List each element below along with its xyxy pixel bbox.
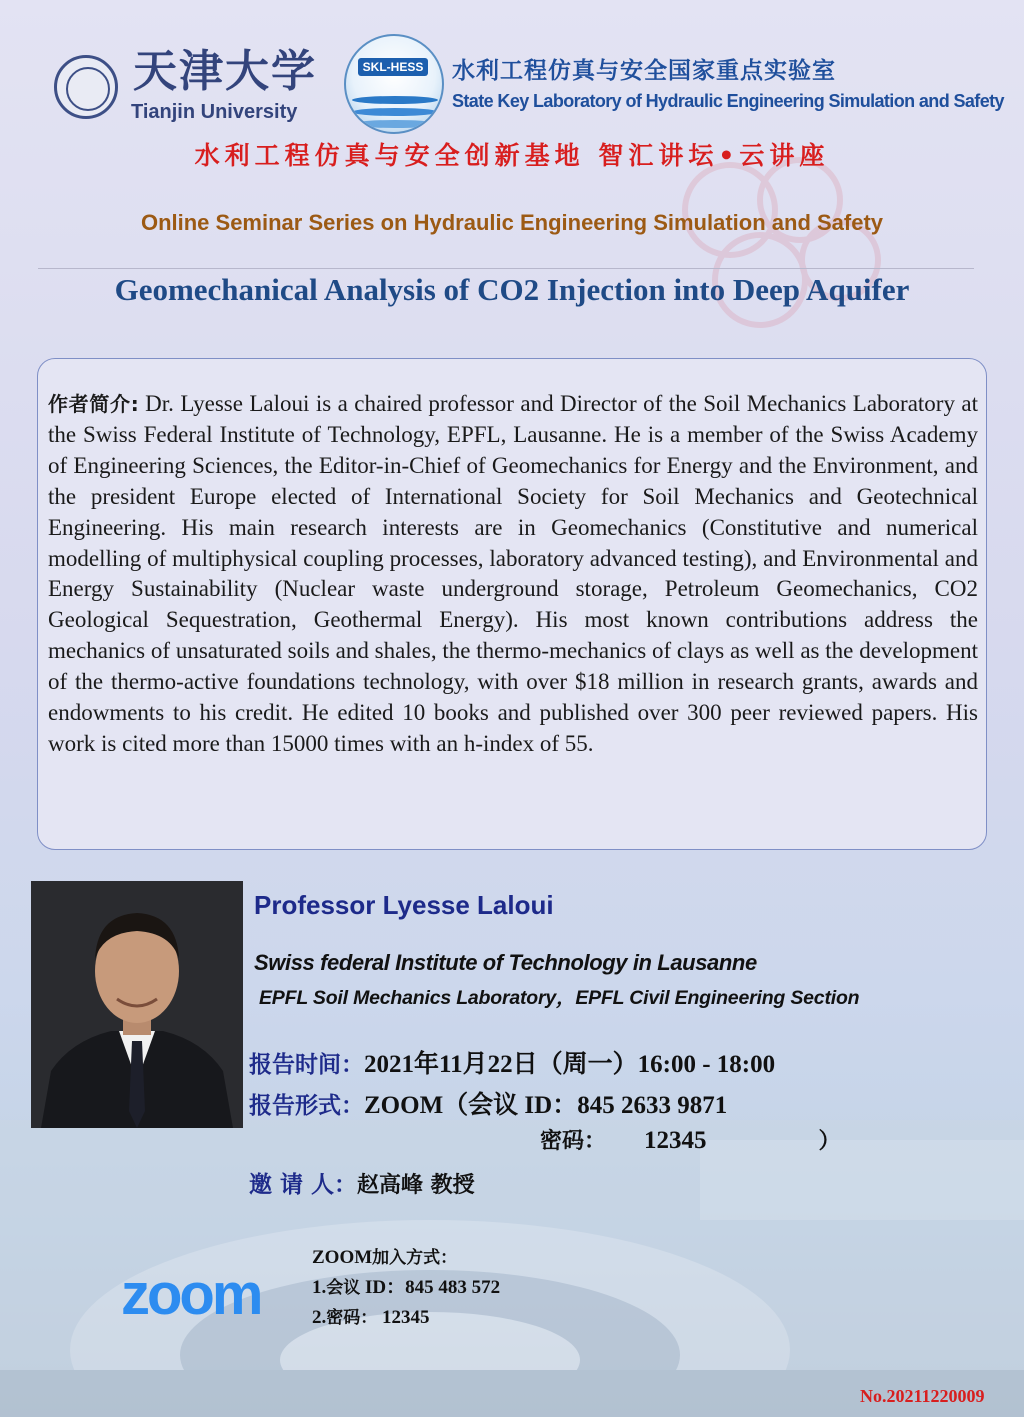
join-title-prefix: ZOOM bbox=[312, 1247, 373, 1268]
join-title-suffix: 加入方式： bbox=[372, 1248, 458, 1268]
speaker-name: Professor Lyesse Laloui bbox=[254, 890, 554, 920]
join-line2-num: 2. bbox=[312, 1307, 327, 1328]
talk-time-label: 报告时间： bbox=[249, 1052, 364, 1078]
talk-format-value: ZOOM（会议 bbox=[364, 1092, 519, 1119]
host-row bbox=[249, 1166, 475, 1199]
join-line1-num: 1. bbox=[312, 1277, 327, 1298]
bio-label: 作者简介: bbox=[48, 392, 139, 416]
password-row bbox=[540, 1124, 841, 1155]
zoom-join-info bbox=[312, 1243, 500, 1333]
skl-hess-logo-text: SKL-HESS bbox=[358, 58, 428, 76]
skl-hess-logo bbox=[344, 34, 444, 134]
lab-name-en: State Key Laboratory of Hydraulic Engineering Simulation and Safety bbox=[452, 91, 1004, 111]
join-meeting-id bbox=[312, 1273, 500, 1303]
bio-text: Dr. Lyesse Laloui is a chaired professor and Director of the Soil Mechanics Laboratory at the Swiss Federal Institute of Technology, EPFL, Lausanne. He is a member of the Swiss Academy of Engineering Sciences, the Editor-in-Chief of Geomechanics for Energy and the Environment, and the president Europe elected of International Society for Soil Mechanics and Geotechnical Engineering. His main research interests are in Geomechanics (Constitutive and numerical modelling of multiphysical coupling processes, laboratory advanced testing), and Environmental and Energy Sustainability (Nuclear waste underground storage, Petroleum Geomechanics, CO2 Geological Sequestration, Geothermal Energy). His most known contributions address the mechanics of unsaturated soils and shales, the thermo-mechanics of clays as well as the development of the thermo-active foundations technology, with over $18 million in research grants, awards and endowments to his credit. He edited 10 books and published over 300 peer reviewed papers. His work is cited more than 15000 times with an h-index of 55. bbox=[48, 391, 978, 756]
university-name-en: Tianjin University bbox=[131, 101, 298, 123]
join-line2-value: 12345 bbox=[377, 1307, 430, 1328]
password-label: 密码： bbox=[540, 1129, 607, 1154]
meeting-id-value: ID：845 2633 9871 bbox=[518, 1092, 728, 1119]
talk-format-label: 报告形式： bbox=[249, 1093, 364, 1119]
zoom-logo: zoom bbox=[121, 1262, 261, 1327]
divider bbox=[38, 268, 974, 269]
join-line1-value: ID：845 483 572 bbox=[360, 1277, 501, 1298]
university-name-cn: 天津大学 bbox=[133, 46, 317, 97]
password-close-paren: ） bbox=[818, 1129, 841, 1154]
join-line1-label: 会议 bbox=[326, 1278, 361, 1298]
join-password bbox=[312, 1303, 500, 1333]
speaker-bio bbox=[48, 389, 978, 760]
talk-time-row bbox=[249, 1044, 775, 1080]
speaker-photo bbox=[31, 881, 243, 1128]
talk-time-value: 2021年11月22日（周一）16:00 - 18:00 bbox=[364, 1051, 776, 1078]
talk-title: Geomechanical Analysis of CO2 Injection into Deep Aquifer bbox=[114, 272, 910, 307]
speaker-affiliation: Swiss federal Institute of Technology in Lausanne bbox=[254, 950, 757, 975]
serial-number: No.20211220009 bbox=[860, 1386, 985, 1406]
host-label: 邀 请 人： bbox=[249, 1172, 358, 1198]
tianjin-university-seal-icon bbox=[54, 55, 118, 119]
host-value: 赵高峰 教授 bbox=[357, 1173, 475, 1198]
series-title-cn: 水利工程仿真与安全创新基地 智汇讲坛•云讲座 bbox=[194, 141, 830, 170]
join-line2-label: 密码： bbox=[326, 1308, 378, 1328]
password-value: 12345 bbox=[644, 1127, 707, 1154]
series-title-en: Online Seminar Series on Hydraulic Engineering Simulation and Safety bbox=[140, 210, 884, 235]
speaker-department: EPFL Soil Mechanics Laboratory，EPFL Civil Engineering Section bbox=[259, 987, 860, 1009]
lab-name-cn: 水利工程仿真与安全国家重点实验室 bbox=[452, 58, 836, 84]
talk-format-row bbox=[249, 1085, 727, 1121]
join-title bbox=[312, 1243, 500, 1273]
